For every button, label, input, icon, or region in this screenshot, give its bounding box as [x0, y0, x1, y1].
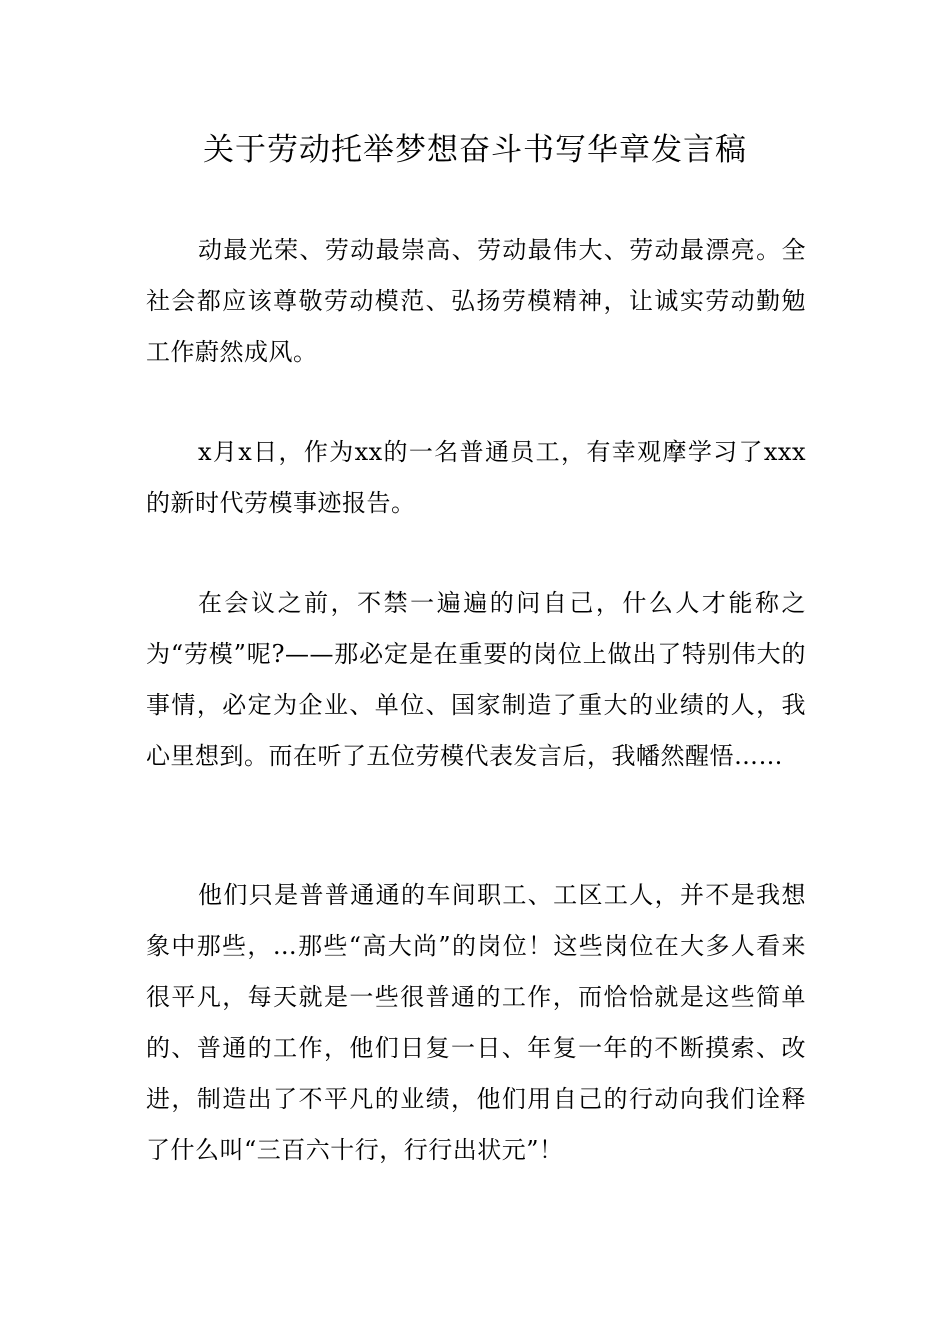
paragraph: 动最光荣、劳动最崇高、劳动最伟大、劳动最漂亮。全社会都应该尊敬劳动模范、弘扬劳模精神，让诚实劳动勤勉工作蔚然成风。: [146, 236, 806, 366]
paragraph: 他们只是普普通通的车间职工、工区工人，并不是我想象中那些，…那些“高大尚”的岗位！这些岗位在大多人看来很平凡，每天就是一些很普通的工作，而恰恰就是这些简单的、普通的工作，他们日复一日、年复一年的不断摸索、改进，制造出了不平凡的业绩，他们用自己的行动向我们诠释了什么叫“三百六十行，行行出状元”！: [146, 881, 806, 1164]
paragraph: 在会议之前，不禁一遍遍的问自己，什么人才能称之为“劳模”呢?——那必定是在重要的岗位上做出了特别伟大的事情，必定为企业、单位、国家制造了重大的业绩的人，我心里想到。而在听了五位劳模代表发言后，我幡然醒悟……: [146, 589, 806, 770]
document-title: 关于劳动托举梦想奋斗书写华章发言稿: [203, 132, 747, 168]
paragraph: x月x日，作为xx的一名普通员工，有幸观摩学习了xxx的新时代劳模事迹报告。: [146, 438, 806, 517]
